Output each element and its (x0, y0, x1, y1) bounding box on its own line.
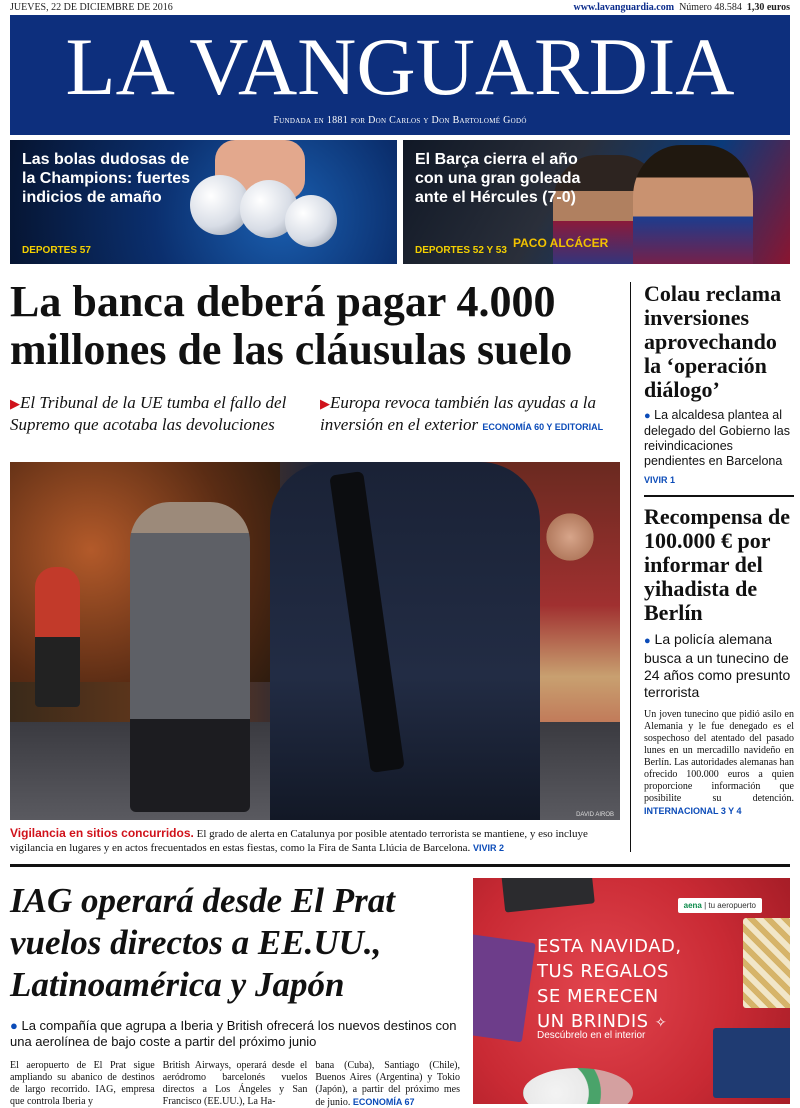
person-figure (35, 567, 80, 707)
gift-box-image (743, 918, 790, 1008)
advertisement[interactable] (473, 878, 790, 1104)
photo-credit: DAVID AIROB (576, 812, 614, 818)
section-ref[interactable]: INTERNACIONAL 3 Y 4 (644, 806, 742, 816)
secondary-headline[interactable]: IAG operará desde El Prat vuelos directos a EE.UU., Latinoamérica y Japón (10, 881, 395, 1004)
section-rule (10, 864, 790, 867)
body-column-text: bana (Cuba), Santiago (Chile), Buenos Aires (Argentina) y Tokio (Japón), a partir del próximo mes de junio. (315, 1060, 461, 1108)
promo-champions[interactable] (10, 140, 397, 264)
secondary-summary-text: La compañía que agrupa a Iberia y British ofrecerá los nuevos destinos con una aerolínea de bajo coste a partir del próximo junio (10, 1018, 457, 1049)
sidebar-summary (644, 631, 794, 701)
person-figure (130, 502, 250, 812)
caption-ref[interactable]: VIVIR 2 (473, 843, 505, 853)
masthead (10, 15, 790, 135)
ad-line-text: UN BRINDIS (537, 1011, 649, 1032)
gift-box-image (473, 934, 536, 1043)
section-ref[interactable]: ECONOMÍA 67 (352, 1097, 415, 1107)
sidebar-summary-text: La policía alemana busca a un tunecino de 24 años como presunto terrorista (644, 631, 791, 700)
newspaper-logo: LA VANGUARDIA (65, 21, 735, 112)
body-column: British Airways, operará desde el aeródromo barcelonés vuelos directos a Los Ángeles y San Francisco (EE.UU.), La Ha- (162, 1060, 308, 1107)
sidebar-body (644, 709, 794, 818)
brand-tagline: tu aeropuerto (708, 901, 756, 910)
brand-name: aena (683, 901, 702, 910)
section-ref[interactable]: ECONOMÍA 60 Y EDITORIAL (482, 422, 604, 432)
body-column (315, 1060, 460, 1108)
promo-barca[interactable] (403, 140, 790, 264)
body-column: El aeropuerto de El Prat sigue ampliando su abanico de destinos de largo recorrido. IAG, empresa que controla Iberia y (10, 1060, 155, 1107)
website-link[interactable]: www.lavanguardia.com (573, 2, 675, 13)
secondary-summary (10, 1018, 460, 1050)
sidebar-story-colau[interactable] (644, 282, 794, 818)
sidebar-divider (644, 495, 794, 497)
arrow-icon: ▶ (10, 396, 20, 411)
top-bar (10, 2, 790, 16)
issue-date: JUEVES, 22 DE DICIEMBRE DE 2016 (10, 2, 173, 13)
arrow-icon: ▶ (320, 396, 330, 411)
promo-title: El Barça cierra el año con una gran goleada ante el Hércules (7-0) (415, 151, 581, 206)
ad-line: SE MERECEN (537, 986, 659, 1007)
sidebar-summary (644, 408, 794, 469)
issue-price: 1,30 euros (746, 2, 790, 13)
deck-2 (320, 392, 620, 438)
bullet-icon: ● (644, 635, 651, 647)
issue-info (574, 2, 791, 16)
bullet-icon: ● (644, 410, 651, 422)
shirt-name: PACO ALCÁCER (513, 236, 609, 250)
deck-2-text: Europa revoca también las ayudas a la inversión en el exterior (320, 393, 596, 434)
gift-box-image (523, 1068, 633, 1104)
player-image (633, 145, 753, 264)
ad-line: TUS REGALOS (537, 961, 669, 982)
photo-caption (10, 826, 620, 855)
main-photo (10, 462, 620, 820)
gift-box-image (713, 1028, 790, 1098)
vendor-figure (545, 507, 595, 567)
sidebar-body-text: Un joven tunecino que pidió asilo en Alemania y le fue denegado es el sospechoso del atentado del pasado lunes en un mercadillo navideño en Berlín. Las autoridades alemanas han ofrecido 100.000 euros a quien proporcione información que posibilite su detención. (644, 709, 794, 804)
deck-1 (10, 392, 310, 435)
ad-cta[interactable]: Descúbrelo en el interior (537, 1030, 646, 1041)
secondary-body (10, 1060, 460, 1108)
police-officer (270, 462, 540, 820)
champions-ball-icon (285, 195, 337, 247)
sidebar-summary-text: La alcaldesa plantea al delegado del Gobierno las reivindicaciones pendientes en Barcelona (644, 408, 790, 468)
founded-line: Fundada en 1881 por Don Carlos y Don Bartolomé Godó (273, 115, 527, 126)
ad-line: ESTA NAVIDAD, (537, 936, 682, 957)
issue-number: Número 48.584 (679, 2, 742, 13)
sidebar-headline: Colau reclama inversiones aprovechando la ‘operación diálogo’ (644, 281, 782, 402)
sidebar-headline: Recompensa de 100.000 € por informar del yihadista de Berlín (644, 504, 791, 625)
bullet-icon: ● (10, 1018, 18, 1033)
section-ref[interactable]: VIVIR 1 (644, 475, 676, 485)
caption-text: El grado de alerta en Catalunya por posible atentado terrorista se mantiene, y eso incluye vigilancia en lugares y en actos frecuentados en estas fiestas, como la Fira de Santa Llúcia de Barcelona. (10, 828, 588, 854)
toast-icon: ✧ (654, 1015, 668, 1031)
promo-section: DEPORTES 57 (22, 245, 91, 256)
gift-box-image (501, 878, 595, 913)
ad-copy (537, 934, 682, 1036)
promo-section: DEPORTES 52 Y 53 (415, 245, 507, 256)
column-divider (630, 282, 631, 852)
caption-lead: Vigilancia en sitios concurridos. (10, 826, 194, 840)
main-headline[interactable]: La banca deberá pagar 4.000 millones de las cláusulas suelo (10, 277, 573, 374)
deck-1-text: El Tribunal de la UE tumba el fallo del Supremo que acotaba las devoluciones (10, 393, 287, 434)
sponsor-brand: aena | tu aeropuerto (678, 898, 762, 913)
promo-title: Las bolas dudosas de la Champions: fuertes indicios de amaño (22, 151, 191, 206)
